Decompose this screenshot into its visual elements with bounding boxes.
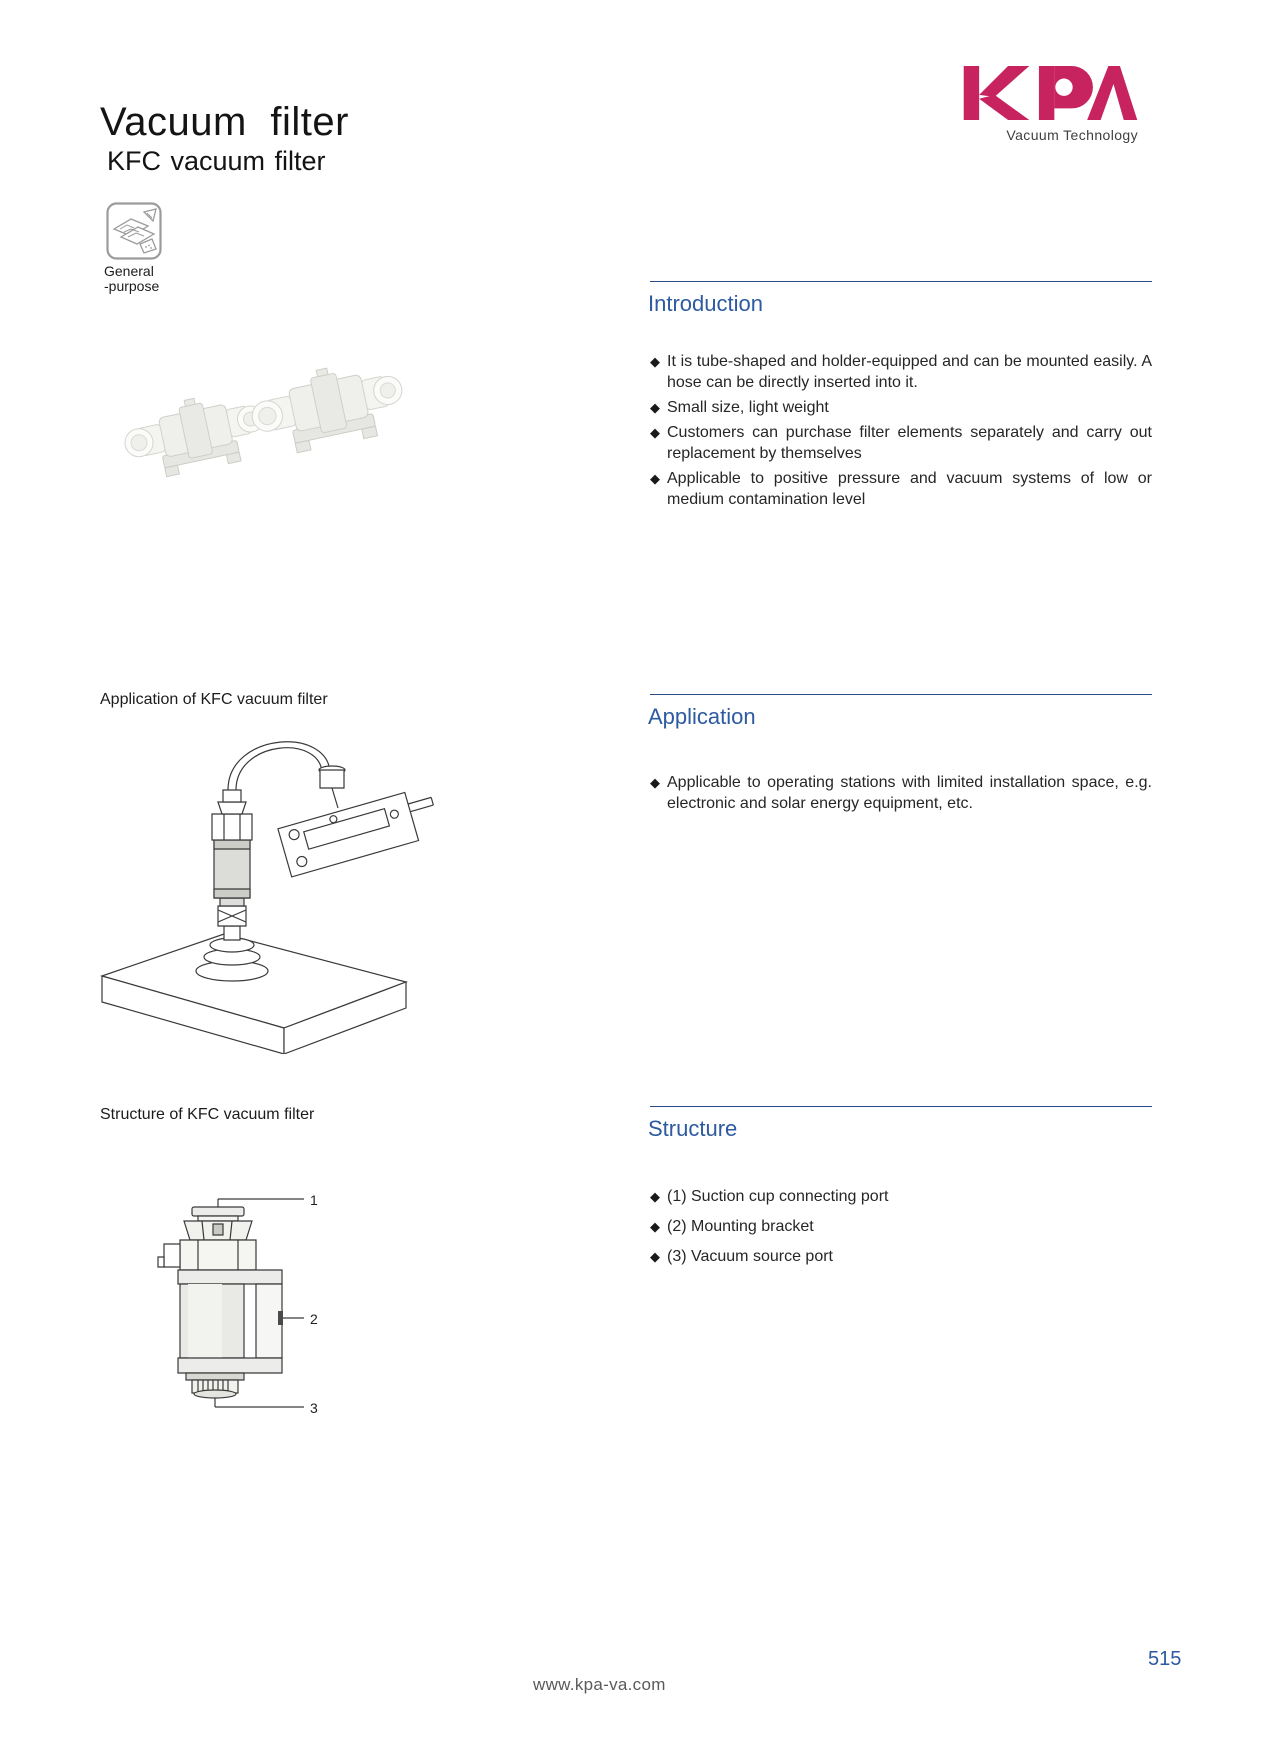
page-title: Vacuum filter	[100, 100, 349, 144]
page-number: 515	[1148, 1648, 1182, 1670]
bullet-item: ◆ (3) Vacuum source port	[650, 1248, 833, 1265]
bullet-item: ◆ Customers can purchase filter elements separately and carry out replacement by themselves	[650, 424, 1152, 462]
diamond-bullet-icon: ◆	[650, 1189, 660, 1204]
category-label	[104, 264, 159, 294]
svg-text:1: 1	[310, 1192, 318, 1208]
structure-bullet-list	[650, 1186, 1152, 1276]
bullet-item: ◆ (1) Suction cup connecting port	[650, 1188, 889, 1205]
diamond-bullet-icon: ◆	[650, 354, 660, 369]
section-heading-structure: Structure	[648, 1116, 738, 1141]
application-figure	[92, 724, 440, 1059]
diamond-bullet-icon: ◆	[650, 400, 660, 415]
svg-text:2: 2	[310, 1311, 318, 1327]
introduction-bullet-list	[650, 351, 1152, 514]
bullet-item: ◆ (2) Mounting bracket	[650, 1218, 814, 1235]
callout-2	[283, 1311, 318, 1327]
bullet-item: ◆ Small size, light weight	[650, 399, 829, 416]
diamond-bullet-icon: ◆	[650, 775, 660, 790]
footer-website: www.kpa-va.com	[533, 1675, 666, 1694]
section-heading-application: Application	[648, 704, 756, 729]
vacuum-filter-unit-right	[245, 354, 410, 461]
diamond-bullet-icon: ◆	[650, 425, 660, 440]
diamond-bullet-icon: ◆	[650, 471, 660, 486]
callout-3	[215, 1398, 318, 1416]
vacuum-hose	[228, 742, 330, 790]
callout-1	[218, 1192, 318, 1208]
structure-figure-caption: Structure of KFC vacuum filter	[100, 1106, 315, 1123]
section-rule	[650, 281, 1152, 282]
kpa-logo-icon	[963, 66, 1138, 120]
section-rule	[650, 694, 1152, 695]
slide-actuator	[278, 766, 440, 877]
bullet-item: ◆ Applicable to positive pressure and vacuum systems of low or medium contamination level	[650, 470, 1152, 508]
diamond-bullet-icon: ◆	[650, 1219, 660, 1234]
kpa-logo	[960, 66, 1138, 143]
category-label-line2: -purpose	[104, 278, 160, 294]
diamond-bullet-icon: ◆	[650, 1249, 660, 1264]
svg-text:3: 3	[310, 1400, 318, 1416]
structure-figure	[140, 1183, 390, 1428]
bullet-item: ◆ Applicable to operating stations with limited installation space, e.g. electronic and solar energy equipment, etc.	[650, 774, 1152, 812]
filter-unit-drawing	[158, 1207, 283, 1398]
application-figure-caption: Application of KFC vacuum filter	[100, 691, 328, 708]
section-heading-introduction: Introduction	[648, 291, 763, 316]
logo-tagline: Vacuum Technology	[1006, 127, 1138, 143]
bullet-item: ◆ It is tube-shaped and holder-equipped and can be mounted easily. A hose can be directly inserted into it.	[650, 353, 1152, 391]
application-bullet-list	[650, 772, 1152, 818]
section-rule	[650, 1106, 1152, 1107]
category-label-line1: General	[104, 263, 154, 279]
page-subtitle: KFC vacuum filter	[107, 146, 326, 176]
product-photo	[112, 342, 432, 525]
general-purpose-icon	[106, 202, 162, 265]
vacuum-filter-unit-left	[119, 385, 272, 484]
